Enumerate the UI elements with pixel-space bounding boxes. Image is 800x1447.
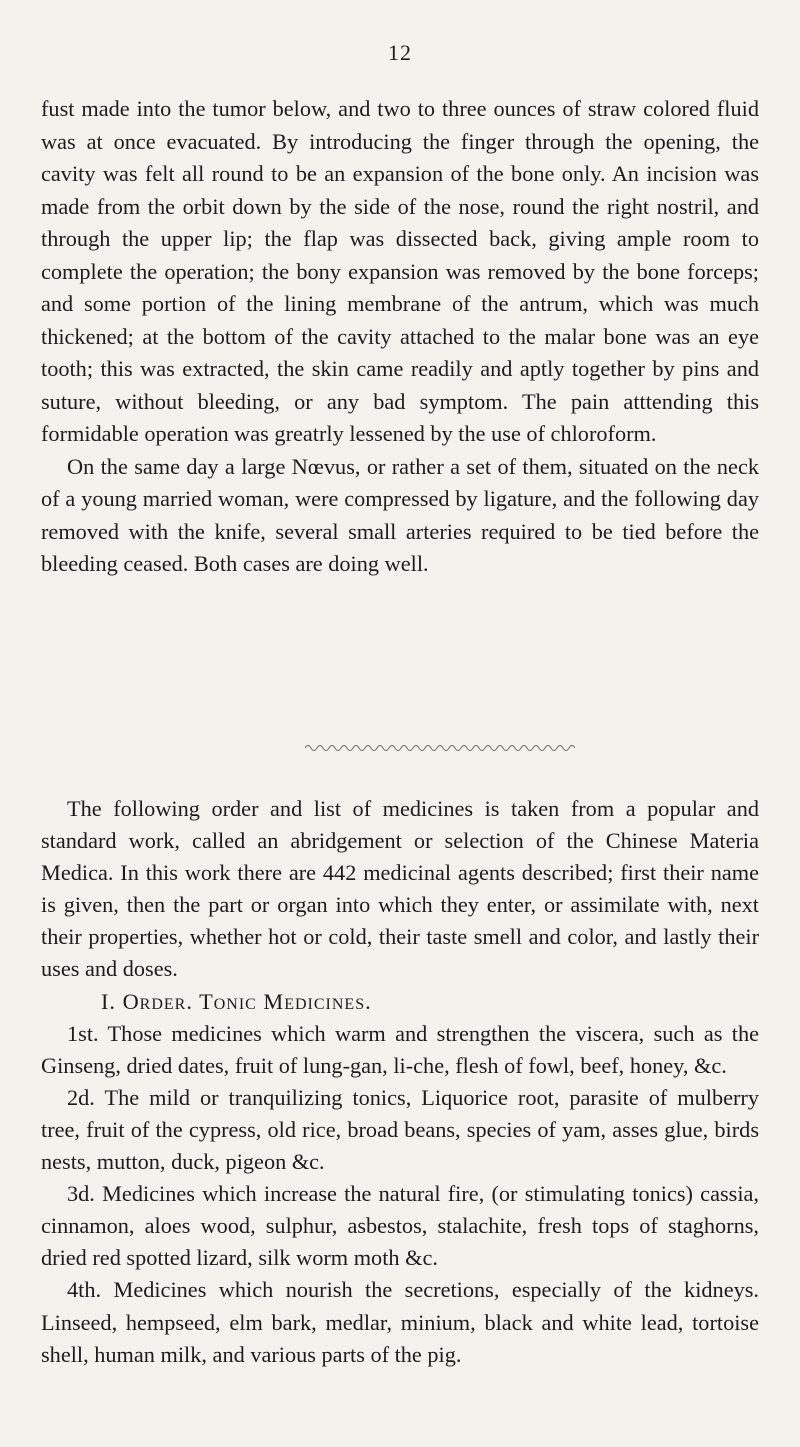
medicine-class-1: 1st. Those medicines which warm and strengthen the viscera, such as the Ginseng, dried dates, fruit of lung-gan, li-che, flesh of fowl, beef, honey, &c. [41,1020,759,1078]
order-heading: I. Order. Tonic Medicines. [101,988,372,1014]
case-paragraph-naevus: On the same day a large Nœvus, or rather a set of them, situated on the neck of a young married woman, were compressed by ligature, and the following day removed with the knife, several small arteries required to be tied before the bleeding ceased. Both cases are doing well. [41,453,759,576]
wavy-divider [305,742,575,754]
materia-medica-intro: The following order and list of medicines is taken from a popular and standard work, called an abridgement or selection of the Chinese Materia Medica. In this work there are 442 medicinal agents described; first their name is given, then the part or organ into which they enter, or assimilate with, next their properties, whether hot or cold, their taste smell and color, and lastly their uses and doses. [41,796,759,982]
medicine-class-4: 4th. Medicines which nourish the secretions, especially of the kidneys. Linseed, hempseed, elm bark, medlar, minium, black and white lead, tortoise shell, human milk, and various parts of the pig. [41,1277,759,1367]
case-paragraph-operation: fust made into the tumor below, and two to three ounces of straw colored fluid was at once evacuated. By introducing the finger through the opening, the cavity was felt all round to be an expansion of the bone only. An incision was made from the orbit down by the side of the nose, round the right nostril, and through the upper lip; the flap was dissected back, giving ample room to complete the operation; the bony expansion was removed by the bone forceps; and some portion of the lining membrane of the antrum, which was much thickened; at the bottom of the cavity attached to the malar bone was an eye tooth; this was extracted, the skin came readily and aptly together by pins and suture, without bleeding, or any bad symptom. The pain atttending this formidable operation was greatrly lessened by the use of chloroform. [41,96,759,446]
materia-medica-section [41,793,759,1371]
page-number: 12 [388,40,412,65]
medicine-class-2: 2d. The mild or tranquilizing tonics, Liquorice root, parasite of mulberry tree, fruit of the cypress, old rice, broad beans, species of yam, asses glue, birds nests, mutton, duck, pigeon &c. [41,1084,759,1175]
case-report-section [41,93,759,581]
medicine-class-3: 3d. Medicines which increase the natural fire, (or stimulating tonics) cassia, cinnamon, aloes wood, sulphur, asbestos, stalachite, fresh tops of staghorns, dried red spotted lizard, silk worm moth &c. [41,1181,759,1271]
